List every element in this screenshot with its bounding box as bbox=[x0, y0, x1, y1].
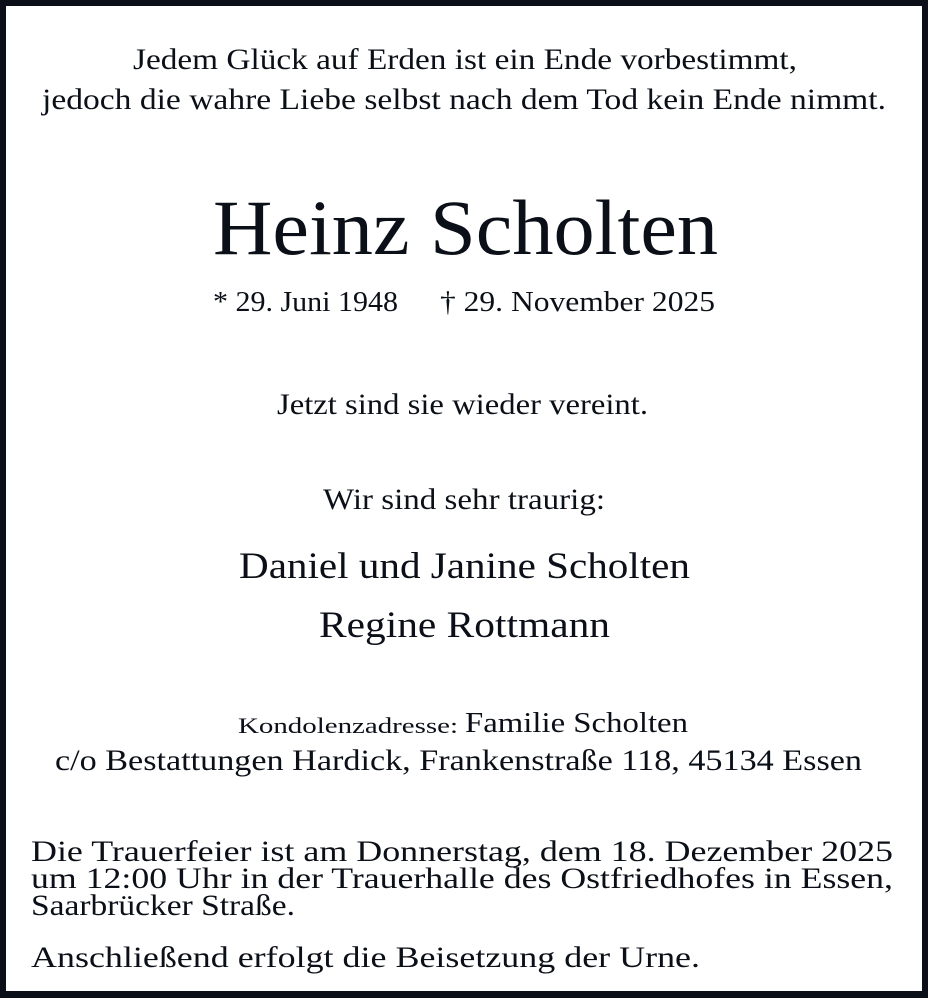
quote-line-2: jedoch die wahre Liebe selbst nach dem Tod kein Ende nimmt. bbox=[42, 83, 887, 117]
reunited-line: Jetzt sind sie wieder vereint. bbox=[277, 388, 648, 422]
death-date: † 29. November 2025 bbox=[440, 287, 715, 319]
condolence-label: Kondolenzadresse: bbox=[238, 713, 458, 739]
burial-line: Anschließend erfolgt die Beisetzung der Urne. bbox=[31, 941, 700, 975]
quote-line-1: Jedem Glück auf Erden ist ein Ende vorbestimmt, bbox=[133, 43, 797, 77]
mourners-intro: Wir sind sehr traurig: bbox=[323, 483, 605, 517]
mourner-1: Daniel und Janine Scholten bbox=[239, 546, 690, 588]
deceased-name: Heinz Scholten bbox=[213, 183, 718, 271]
ceremony-line-2: um 12:00 Uhr in der Trauerhalle des Ostfriedhofes in Essen, bbox=[31, 862, 894, 896]
ceremony-line-3: Saarbrücker Straße. bbox=[31, 889, 295, 923]
condolence-recipient: Familie Scholten bbox=[465, 707, 688, 740]
birth-date: * 29. Juni 1948 bbox=[213, 287, 398, 319]
ceremony-line-1: Die Trauerfeier ist am Donnerstag, dem 18. Dezember 2025 bbox=[31, 835, 893, 869]
mourner-2: Regine Rottmann bbox=[319, 605, 610, 647]
condolence-address: c/o Bestattungen Hardick, Frankenstraße 118, 45134 Essen bbox=[55, 744, 862, 778]
